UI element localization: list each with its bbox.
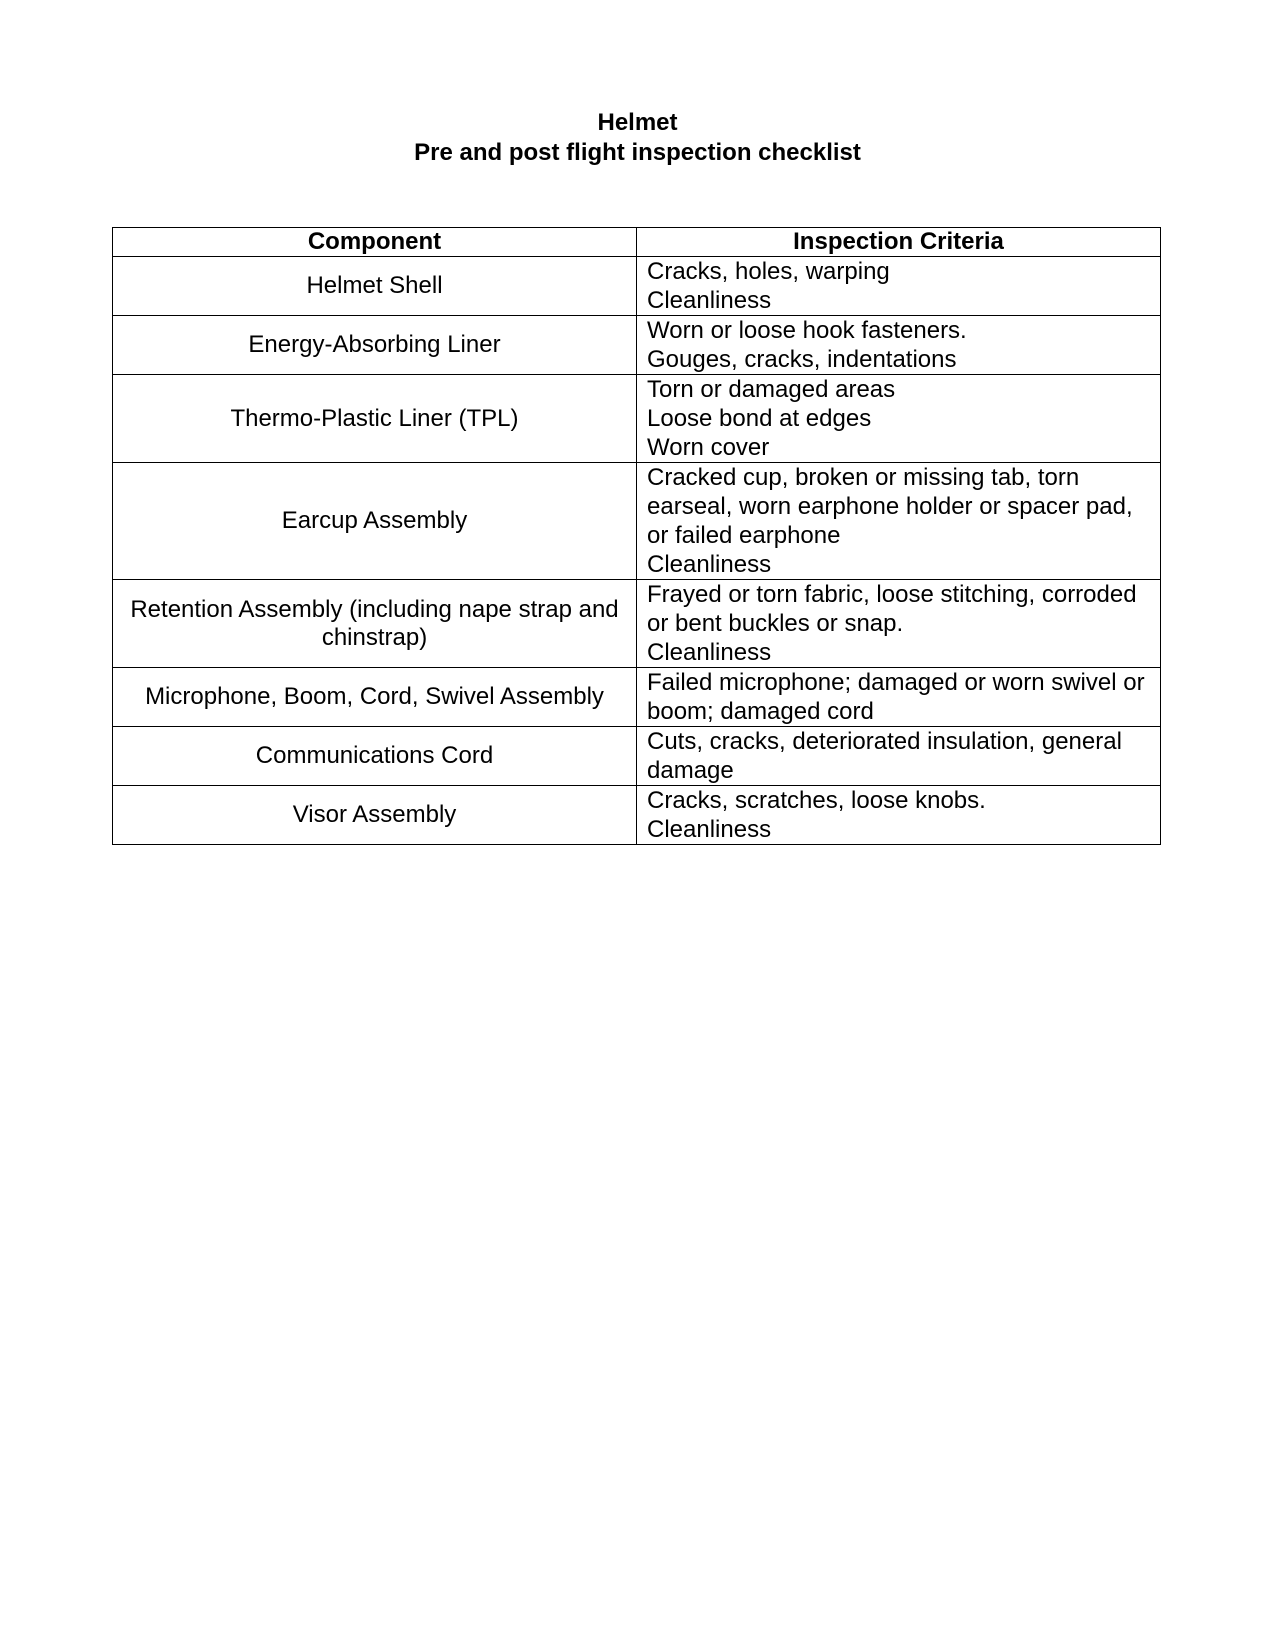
- criteria-line: Cracks, holes, warping: [647, 258, 890, 285]
- criteria-line: Torn or damaged areas: [647, 376, 896, 403]
- criteria-line: Cuts, cracks, deteriorated insulation, general damage: [647, 728, 1122, 784]
- title-line-1: Helmet: [597, 109, 678, 136]
- header-component: Component: [113, 228, 637, 257]
- criteria-line: Loose bond at edges: [647, 405, 872, 432]
- criteria-cell: [637, 580, 1161, 668]
- table-row: [113, 316, 1161, 375]
- component-cell: Energy-Absorbing Liner: [113, 316, 637, 375]
- criteria-cell: [637, 727, 1161, 786]
- component-cell: Communications Cord: [113, 727, 637, 786]
- criteria-line: Worn cover: [647, 434, 770, 461]
- criteria-line: Gouges, cracks, indentations: [647, 346, 957, 373]
- criteria-line: Cleanliness: [647, 816, 772, 843]
- component-cell: Microphone, Boom, Cord, Swivel Assembly: [113, 668, 637, 727]
- criteria-line: Worn or loose hook fasteners.: [647, 317, 967, 344]
- document-title: [0, 108, 1275, 168]
- table-row: [113, 375, 1161, 463]
- component-cell: Retention Assembly (including nape strap and chinstrap): [113, 580, 637, 668]
- table-row: [113, 727, 1161, 786]
- criteria-cell: [637, 316, 1161, 375]
- title-line-2: Pre and post flight inspection checklist: [414, 139, 861, 166]
- component-cell: Thermo-Plastic Liner (TPL): [113, 375, 637, 463]
- criteria-cell: [637, 375, 1161, 463]
- criteria-line: Failed microphone; damaged or worn swivel or boom; damaged cord: [647, 669, 1145, 725]
- criteria-line: Cleanliness: [647, 551, 772, 578]
- table-row: [113, 786, 1161, 845]
- criteria-line: Cleanliness: [647, 287, 772, 314]
- criteria-line: Cracks, scratches, loose knobs.: [647, 787, 986, 814]
- criteria-cell: [637, 668, 1161, 727]
- criteria-line: Cleanliness: [647, 639, 772, 666]
- header-inspection-criteria: Inspection Criteria: [637, 228, 1161, 257]
- table-row: [113, 463, 1161, 580]
- criteria-cell: [637, 257, 1161, 316]
- component-cell: Earcup Assembly: [113, 463, 637, 580]
- table-row: [113, 580, 1161, 668]
- table-row: [113, 257, 1161, 316]
- component-cell: Visor Assembly: [113, 786, 637, 845]
- criteria-cell: [637, 786, 1161, 845]
- table-row: [113, 668, 1161, 727]
- inspection-checklist-table: [112, 227, 1161, 845]
- table-header-row: [113, 228, 1161, 257]
- criteria-cell: [637, 463, 1161, 580]
- component-cell: Helmet Shell: [113, 257, 637, 316]
- criteria-line: Frayed or torn fabric, loose stitching, corroded or bent buckles or snap.: [647, 581, 1137, 637]
- criteria-line: Cracked cup, broken or missing tab, torn earseal, worn earphone holder or spacer pad, or failed earphone: [647, 464, 1133, 549]
